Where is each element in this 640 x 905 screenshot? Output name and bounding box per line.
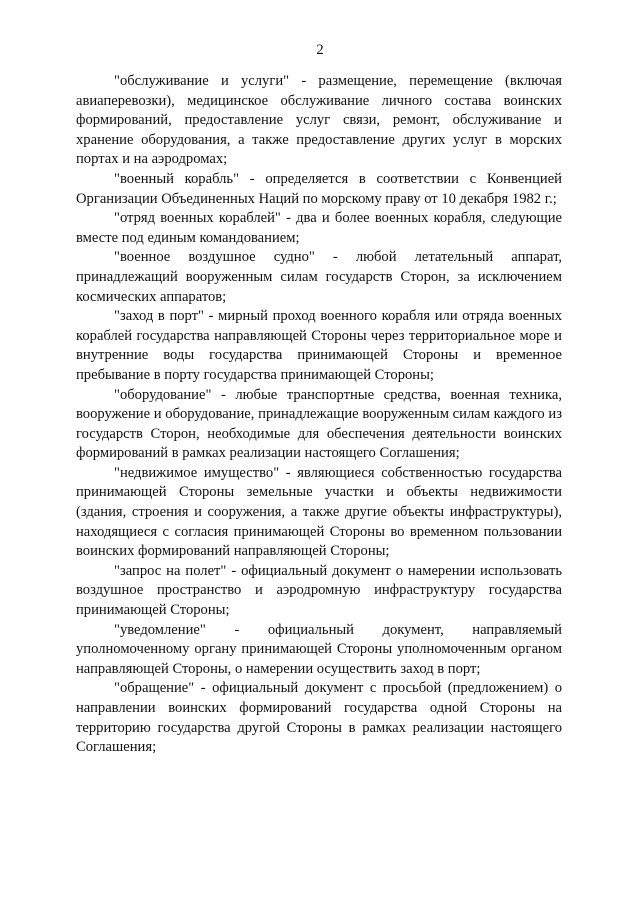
definition-paragraph: "обслуживание и услуги" - размещение, перемещение (включая авиаперевозки), медицинское обслуживание личного состава воинских формирований, предоставление услуг связи, ремонт, обслуживание и хранение оборудования, а также предоставление других услуг в морских портах и на аэродромах; bbox=[76, 73, 562, 168]
definition-paragraph: "отряд военных кораблей" - два и более военных корабля, следующие вместе под единым командованием; bbox=[76, 210, 562, 246]
page-number: 2 bbox=[316, 42, 324, 58]
definition-paragraph: "заход в порт" - мирный проход военного корабля или отряда военных кораблей государства направляющей Стороны через территориальное море и внутренние воды государства принимающей Стороны и временное пребывание в порту государства принимающей Стороны; bbox=[76, 308, 562, 383]
document-body bbox=[76, 72, 562, 758]
definition-paragraph: "обращение" - официальный документ с просьбой (предложением) о направлении воинских формирований государства одной Стороны на территорию государства другой Стороны в рамках реализации настоящего Соглашения; bbox=[76, 680, 562, 756]
definition-paragraph: "уведомление" - официальный документ, направляемый уполномоченному органу принимающей Стороны уполномоченным органом направляющей Стороны, о намерении осуществить заход в порт; bbox=[76, 621, 562, 677]
definition-paragraph: "недвижимое имущество" - являющиеся собственностью государства принимающей Стороны земельные участки и объекты недвижимости (здания, строения и сооружения, а также другие объекты инфраструктуры), находящиеся с согласия принимающей Стороны во временном пользовании воинских формирований направляющей Стороны; bbox=[76, 464, 562, 560]
definition-paragraph: "военный корабль" - определяется в соответствии с Конвенцией Организации Объединенных Наций по морскому праву от 10 декабря 1982 г.; bbox=[76, 170, 562, 207]
definition-paragraph: "оборудование" - любые транспортные средства, военная техника, вооружение и оборудование, принадлежащие вооруженным силам каждого из государств Сторон, необходимые для обеспечения деятельности воинских формирований в рамках реализации настоящего Соглашения; bbox=[76, 386, 562, 462]
definition-paragraph: "военное воздушное судно" - любой летательный аппарат, принадлежащий вооруженным силам государств Сторон, за исключением космических аппаратов; bbox=[76, 249, 562, 305]
definition-paragraph: "запрос на полет" - официальный документ о намерении использовать воздушное пространство и аэродромную инфраструктуру государства принимающей Стороны; bbox=[76, 562, 562, 619]
